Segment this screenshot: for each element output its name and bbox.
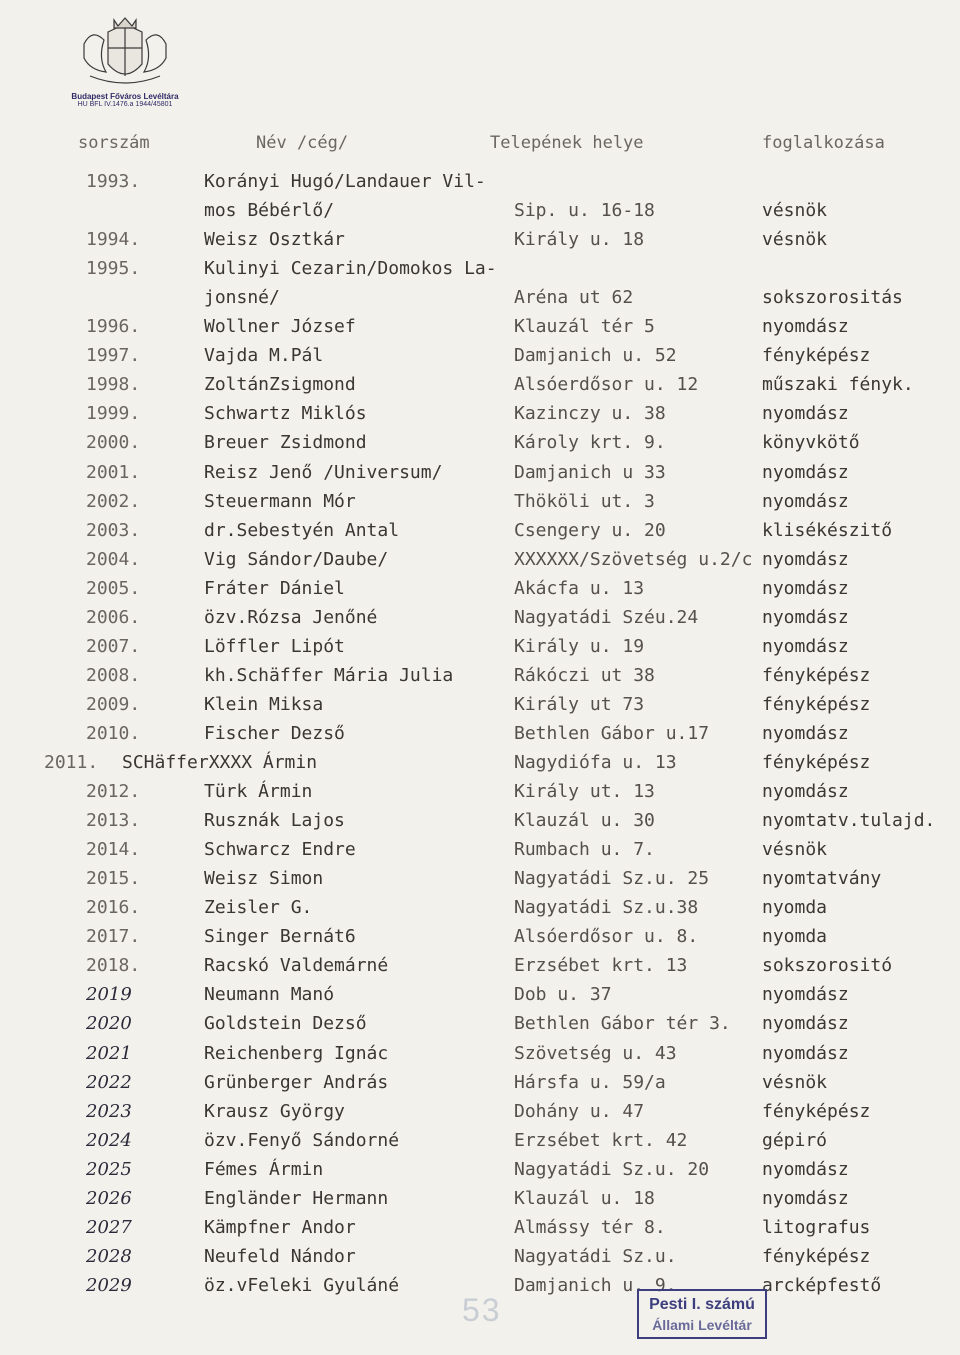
business-location: Damjanich u. 52	[514, 345, 677, 366]
table-row	[0, 636, 960, 665]
occupation: fényképész	[762, 1101, 871, 1122]
business-location: Nagyatádi Széu.24	[514, 607, 699, 628]
occupation: vésnök	[762, 200, 828, 221]
table-row	[0, 694, 960, 723]
occupation: nyomda	[762, 926, 828, 947]
business-location: Aréna ut 62	[514, 287, 634, 308]
business-location: Alsóerdősor u. 12	[514, 374, 699, 395]
header-name: Név /cég/	[256, 133, 349, 153]
person-name: Vajda M.Pál	[204, 345, 324, 366]
table-row	[0, 578, 960, 607]
table-row	[0, 374, 960, 403]
table-row	[0, 984, 960, 1013]
business-location: Damjanich u 33	[514, 462, 666, 483]
occupation: fényképész	[762, 665, 871, 686]
occupation: nyomdász	[762, 781, 849, 802]
business-location: Király u. 18	[514, 229, 645, 250]
occupation: nyomdász	[762, 462, 849, 483]
table-row	[0, 520, 960, 549]
business-location: Klauzál u. 30	[514, 810, 655, 831]
occupation: nyomdász	[762, 1159, 849, 1180]
serial-number: 2028	[86, 1246, 132, 1267]
table-row	[0, 287, 960, 316]
person-name: Löffler Lipót	[204, 636, 345, 657]
serial-number: 2013.	[86, 810, 141, 831]
serial-number: 1996.	[86, 316, 141, 337]
person-name: Reisz Jenő /Universum/	[204, 462, 443, 483]
serial-number: 1995.	[86, 258, 141, 279]
business-location: Szövetség u. 43	[514, 1043, 677, 1064]
business-location: Nagyatádi Sz.u.	[514, 1246, 677, 1267]
business-location: Rákóczi ut 38	[514, 665, 655, 686]
person-name: özv.Fenyő Sándorné	[204, 1130, 400, 1151]
table-row	[0, 1246, 960, 1275]
occupation: nyomdász	[762, 636, 849, 657]
occupation: nyomdász	[762, 1013, 849, 1034]
business-location: Dob u. 37	[514, 984, 612, 1005]
archive-stamp	[637, 1289, 767, 1339]
business-location: Nagyatádi Sz.u.38	[514, 897, 699, 918]
table-row	[0, 316, 960, 345]
person-name: Engländer Hermann	[204, 1188, 389, 1209]
occupation: műszaki fényk.	[762, 374, 914, 395]
serial-number: 2018.	[86, 955, 141, 976]
business-location: Király ut 73	[514, 694, 645, 715]
business-location: Kazinczy u. 38	[514, 403, 666, 424]
table-row	[0, 723, 960, 752]
serial-number: 2025	[86, 1159, 132, 1180]
person-name: Reichenberg Ignác	[204, 1043, 389, 1064]
serial-number: 2005.	[86, 578, 141, 599]
serial-number: 2029	[86, 1275, 132, 1296]
business-location: Akácfa u. 13	[514, 578, 645, 599]
serial-number: 2016.	[86, 897, 141, 918]
table-row	[0, 258, 960, 287]
header-occupation: foglalkozása	[762, 133, 885, 153]
occupation: klisékészitő	[762, 520, 893, 541]
person-name: Neufeld Nándor	[204, 1246, 356, 1267]
person-name: Neumann Manó	[204, 984, 335, 1005]
person-name: öz.vFeleki Gyuláné	[204, 1275, 400, 1296]
serial-number: 2003.	[86, 520, 141, 541]
occupation: nyomdász	[762, 549, 849, 570]
business-location: Csengery u. 20	[514, 520, 666, 541]
table-row	[0, 432, 960, 461]
business-location: Dohány u. 47	[514, 1101, 645, 1122]
person-name: Vig Sándor/Daube/	[204, 549, 389, 570]
person-name: Schwarcz Endre	[204, 839, 356, 860]
table-row	[0, 1159, 960, 1188]
business-location: XXXXXX/Szövetség u.2/c	[514, 549, 753, 570]
table-row	[0, 462, 960, 491]
table-row	[0, 549, 960, 578]
occupation: fényképész	[762, 1246, 871, 1267]
table-row	[0, 1072, 960, 1101]
occupation: fényképész	[762, 752, 871, 773]
occupation: nyomdász	[762, 1043, 849, 1064]
person-name: Breuer Zsidmond	[204, 432, 367, 453]
table-row	[0, 897, 960, 926]
serial-number: 2022	[86, 1072, 132, 1093]
occupation: vésnök	[762, 229, 828, 250]
archive-reference: HU BFL IV.1476.a 1944/45801	[77, 101, 173, 108]
occupation: gépiró	[762, 1130, 828, 1151]
business-location: Nagyatádi Sz.u. 25	[514, 868, 710, 889]
serial-number: 1997.	[86, 345, 141, 366]
person-name: Singer Bernát6	[204, 926, 356, 947]
person-name: Fischer Dezső	[204, 723, 345, 744]
person-name: ZoltánZsigmond	[204, 374, 356, 395]
business-location: Erzsébet krt. 42	[514, 1130, 688, 1151]
page-number: 53	[462, 1292, 502, 1328]
table-row	[0, 491, 960, 520]
header-serial: sorszám	[78, 133, 150, 153]
coat-of-arms-icon	[70, 14, 180, 92]
serial-number: 2001.	[86, 462, 141, 483]
person-name: Fráter Dániel	[204, 578, 345, 599]
person-name: Türk Ármin	[204, 781, 313, 802]
table-row	[0, 607, 960, 636]
business-location: Király u. 19	[514, 636, 645, 657]
serial-number: 2021	[86, 1043, 132, 1064]
business-location: Rumbach u. 7.	[514, 839, 655, 860]
table-row	[0, 926, 960, 955]
serial-number: 2008.	[86, 665, 141, 686]
person-name: Zeisler G.	[204, 897, 313, 918]
occupation: litografus	[762, 1217, 871, 1238]
occupation: fényképész	[762, 345, 871, 366]
table-row	[0, 171, 960, 200]
person-name: Goldstein Dezső	[204, 1013, 367, 1034]
business-location: Alsóerdősor u. 8.	[514, 926, 699, 947]
occupation: arcképfestő	[762, 1275, 882, 1296]
serial-number: 2015.	[86, 868, 141, 889]
person-name: Kämpfner Andor	[204, 1217, 356, 1238]
person-name: Fémes Ármin	[204, 1159, 324, 1180]
occupation: nyomda	[762, 897, 828, 918]
business-location: Damjanich u. 9.	[514, 1275, 677, 1296]
serial-number: 2012.	[86, 781, 141, 802]
table-row	[0, 839, 960, 868]
serial-number: 2000.	[86, 432, 141, 453]
table-row	[0, 955, 960, 984]
table-row	[0, 1013, 960, 1042]
stamp-line-1: Pesti I. számú	[649, 1296, 755, 1313]
serial-number: 2027	[86, 1217, 132, 1238]
occupation: nyomtatv.tulajd.	[762, 810, 936, 831]
occupation: nyomdász	[762, 491, 849, 512]
person-name: Weisz Osztkár	[204, 229, 345, 250]
person-name: jonsné/	[204, 287, 280, 308]
occupation: nyomdász	[762, 723, 849, 744]
serial-number: 2020	[86, 1013, 132, 1034]
serial-number: 2019	[86, 984, 132, 1005]
business-location: Király ut. 13	[514, 781, 655, 802]
business-location: Almássy tér 8.	[514, 1217, 666, 1238]
person-name: Weisz Simon	[204, 868, 324, 889]
serial-number: 1999.	[86, 403, 141, 424]
person-name: Grünberger András	[204, 1072, 389, 1093]
person-name: Korányi Hugó/Landauer Vil-	[204, 171, 486, 192]
business-location: Sip. u. 16-18	[514, 200, 655, 221]
serial-number: 2024	[86, 1130, 132, 1151]
serial-number: 2010.	[86, 723, 141, 744]
occupation: könyvkötő	[762, 432, 860, 453]
serial-number: 2023	[86, 1101, 132, 1122]
person-name: Krausz György	[204, 1101, 345, 1122]
occupation: nyomdász	[762, 403, 849, 424]
person-name: özv.Rózsa Jenőné	[204, 607, 378, 628]
occupation: nyomdász	[762, 578, 849, 599]
business-location: Bethlen Gábor u.17	[514, 723, 710, 744]
business-location: Károly krt. 9.	[514, 432, 666, 453]
person-name: dr.Sebestyén Antal	[204, 520, 400, 541]
occupation: nyomdász	[762, 607, 849, 628]
business-location: Klauzál u. 18	[514, 1188, 655, 1209]
table-row	[0, 1043, 960, 1072]
business-location: Bethlen Gábor tér 3.	[514, 1013, 731, 1034]
table-row	[0, 229, 960, 258]
serial-number: 1994.	[86, 229, 141, 250]
occupation: nyomdász	[762, 316, 849, 337]
person-name: mos Bébérlő/	[204, 200, 335, 221]
business-location: Hársfa u. 59/a	[514, 1072, 666, 1093]
serial-number: 2009.	[86, 694, 141, 715]
occupation: vésnök	[762, 839, 828, 860]
serial-number: 1998.	[86, 374, 141, 395]
archive-name: Budapest Főváros Levéltára	[71, 92, 179, 101]
stamp-line-2: Állami Levéltár	[652, 1317, 752, 1333]
serial-number: 2002.	[86, 491, 141, 512]
table-row	[0, 1188, 960, 1217]
person-name: Steuermann Mór	[204, 491, 356, 512]
table-row	[0, 403, 960, 432]
serial-number: 1993.	[86, 171, 141, 192]
business-location: Klauzál tér 5	[514, 316, 655, 337]
business-location: Nagydiófa u. 13	[514, 752, 677, 773]
occupation: nyomtatvány	[762, 868, 882, 889]
business-location: Thököli ut. 3	[514, 491, 655, 512]
table-row	[0, 1101, 960, 1130]
serial-number: 2017.	[86, 926, 141, 947]
header-location: Telepének helye	[490, 133, 644, 153]
person-name: Racskó Valdemárné	[204, 955, 389, 976]
table-row	[0, 1130, 960, 1159]
person-name: kh.Schäffer Mária Julia	[204, 665, 454, 686]
table-row	[0, 752, 960, 781]
table-row	[0, 345, 960, 374]
serial-number: 2007.	[86, 636, 141, 657]
business-location: Nagyatádi Sz.u. 20	[514, 1159, 710, 1180]
serial-number: 2011.	[44, 752, 99, 773]
table-row	[0, 665, 960, 694]
person-name: Wollner József	[204, 316, 356, 337]
occupation: fényképész	[762, 694, 871, 715]
occupation: nyomdász	[762, 984, 849, 1005]
occupation: nyomdász	[762, 1188, 849, 1209]
person-name: Kulinyi Cezarin/Domokos La-	[204, 258, 497, 279]
archive-logo	[64, 14, 186, 124]
occupation: vésnök	[762, 1072, 828, 1093]
serial-number: 2026	[86, 1188, 132, 1209]
table-row	[0, 810, 960, 839]
person-name: Schwartz Miklós	[204, 403, 367, 424]
serial-number: 2014.	[86, 839, 141, 860]
person-name: Klein Miksa	[204, 694, 324, 715]
table-row	[0, 200, 960, 229]
person-name: Rusznák Lajos	[204, 810, 345, 831]
serial-number: 2004.	[86, 549, 141, 570]
table-row	[0, 781, 960, 810]
serial-number: 2006.	[86, 607, 141, 628]
person-name: SCHäfferXXXX Ármin	[122, 752, 318, 773]
business-location: Erzsébet krt. 13	[514, 955, 688, 976]
occupation: sokszorositó	[762, 955, 893, 976]
occupation: sokszorositás	[762, 287, 903, 308]
table-row	[0, 1217, 960, 1246]
table-row	[0, 868, 960, 897]
